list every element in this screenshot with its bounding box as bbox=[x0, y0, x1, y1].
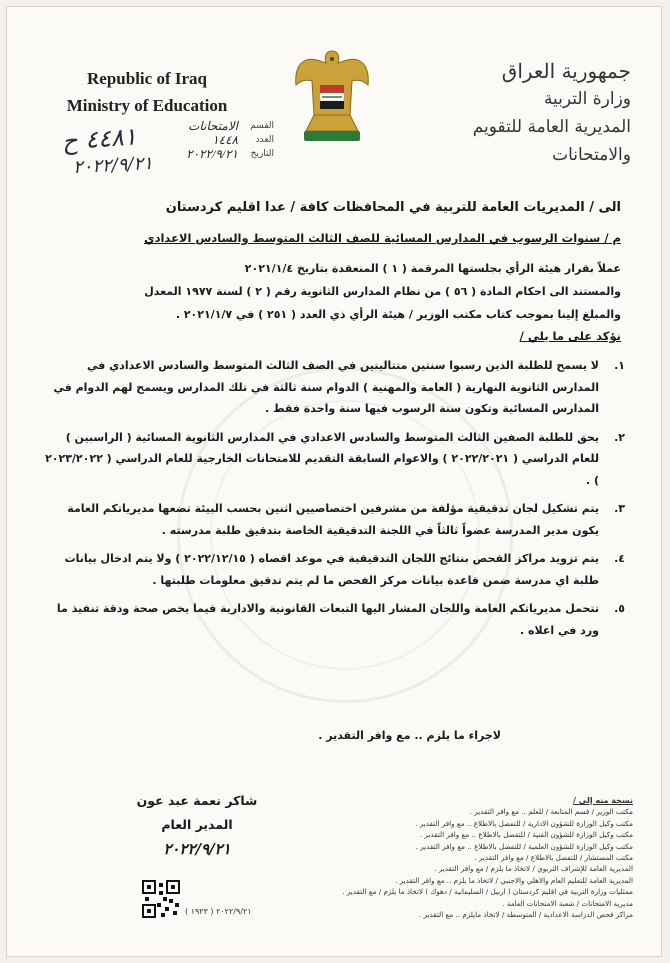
handwritten-number: ٤٤٨١ ح bbox=[61, 122, 138, 156]
intro-line: والمستند الى احكام المادة ( ٥٦ ) من نظام المدارس الثانوية رقم ( ٢ ) لسنة ١٩٧٧ المعدل bbox=[144, 285, 621, 298]
copy-line: مكتب المستشار / للتفضل بالاطلاع / مع وافر التقدير . bbox=[474, 853, 633, 863]
signatory-title: المدير العام bbox=[161, 817, 233, 832]
item-number: ٥. bbox=[614, 602, 625, 615]
items-list bbox=[45, 355, 625, 648]
item-number: ٤. bbox=[614, 552, 625, 565]
header-ar-directorate: المديرية العامة للتقويم والامتحانات bbox=[472, 117, 631, 165]
header-english bbox=[47, 65, 247, 119]
header-ar-country: جمهورية العراق bbox=[501, 59, 631, 83]
item-text: يتم تزويد مراكز الفحص بنتائج اللجان التدقيقية في موعد اقصاه ( ٢٠٢٢/١٢/١٥ ) ولا يتم ادخال بيانات طلبة اي مدرسة ضمن قاعدة بيانات مركز الفحص ما لم يتم تدقيق معلومات طلبتها . bbox=[64, 552, 599, 587]
item-number: ١. bbox=[614, 359, 625, 372]
subject-line: م / سنوات الرسوب في المدارس المسائية للصف الثالث المتوسط والسادس الاعدادي bbox=[144, 231, 621, 245]
copy-line: المديرية العامة للتعليم العام والاهلي والاجنبي / لاتخاذ ما يلزم .. مع وافر التقدير . bbox=[395, 875, 633, 885]
copy-line: مكتب وكيل الوزارة للشؤون الادارية / للتفضل بالاطلاع .. مع وافر التقدير . bbox=[415, 818, 633, 828]
ref-date-value: ٢٠٢٢/٩/٢١ bbox=[186, 146, 238, 161]
signatory-name: شاكر نعمة عبد عون bbox=[136, 793, 258, 808]
iraq-eagle-emblem-icon bbox=[292, 45, 372, 155]
copies-list bbox=[273, 795, 633, 920]
header-en-country: Republic of Iraq bbox=[87, 69, 207, 88]
closing-line: لاجراء ما يلزم .. مع وافر التقدير . bbox=[318, 729, 501, 742]
header-en-ministry: Ministry of Education bbox=[66, 96, 228, 115]
item-text: تتحمل مديرياتكم العامة واللجان المشار اليها التبعات القانونية والادارية فيما يخص صحة ودقة تنفيذ ما ورد في اعلاه . bbox=[56, 602, 599, 637]
list-item bbox=[45, 355, 625, 420]
copy-line: مكتب وكيل الوزارة للشؤون العلمية / للتفضل بالاطلاع .. مع وافر التقدير . bbox=[415, 841, 633, 851]
document-reference: ( ١٩٢٣ ) ٢٠٢٢/٩/٢١ bbox=[185, 907, 252, 916]
copy-line: المديرية العامة للإشراف التربوي / لاتخاذ ما يلزم / مع وافر التقدير . bbox=[434, 864, 633, 874]
qr-code-icon bbox=[141, 879, 181, 919]
confirm-heading: نؤكد على ما يلي / bbox=[519, 329, 621, 343]
ref-date bbox=[99, 147, 274, 161]
item-text: يحق للطلبة الصفين الثالث المتوسط والسادس الاعدادي في المدارس الثانوية المسائية ( الراسبين ) للعام الدراسي ( ٢٠٢٢/٢٠٢١ ) والاعوام السابقة التقديم للامتحانات الخارجية للعام الدراسي ( ٢٠٢٣/٢٠٢٢ ) . bbox=[45, 430, 599, 487]
item-number: ٢. bbox=[614, 430, 625, 444]
ref-department-value: الامتحانات bbox=[188, 118, 238, 133]
ref-department-label: القسم bbox=[250, 121, 274, 131]
recipient-line: الى / المديريات العامة للتربية في المحافظات كافة / عدا اقليم كردستان bbox=[165, 200, 621, 215]
ref-date-label: التاريخ bbox=[250, 149, 274, 159]
document-page bbox=[6, 6, 662, 957]
copy-line: مديرية الامتحانات / شعبة الامتحانات العامة . bbox=[502, 898, 633, 908]
signature-block bbox=[107, 789, 287, 861]
ref-department bbox=[99, 119, 274, 133]
item-text: لا يسمح للطلبة الذين رسبوا سنتين متتاليتين في الصف الثالث المتوسط والسادس الاعدادي في المدارس الثانوية النهارية ( العامة والمهنية ) الدوام سنة ثالثة في تلك المدارس ويسمح لهم الدوام في المدارس المسائية وتكون سنة الرسوب فيها سنة واحدة فقط . bbox=[53, 359, 599, 415]
signature-date: ٢٠٢٢/٩/٢١ bbox=[163, 840, 231, 858]
intro-paragraph bbox=[61, 257, 621, 326]
copy-line: مراكز فحص الدراسة الاعدادية / المتوسطة / لاتخاذ مايلزم .. مع التقدير . bbox=[418, 910, 633, 920]
ref-number-value: ١٤٤٨ bbox=[212, 132, 238, 147]
list-item bbox=[45, 427, 625, 492]
header-ar-ministry: وزارة التربية bbox=[543, 89, 631, 109]
list-item bbox=[45, 598, 625, 641]
copy-line: مكتب وكيل الوزارة للشؤون الفنية / للتفضل بالاطلاع .. مع وافر التقدير . bbox=[419, 830, 633, 840]
list-item bbox=[45, 548, 625, 591]
copies-title: نسخة منه إلى / bbox=[573, 796, 633, 805]
list-item bbox=[45, 498, 625, 541]
intro-line: عملاً بقرار هيئة الرأي بجلستها المرقمة ( ١ ) المنعقدة بتاريخ ٢٠٢١/١/٤ bbox=[244, 262, 621, 275]
reference-block bbox=[99, 119, 274, 161]
copy-line: مكتب الوزير / قسم المتابعة / للعلم .. مع وافر التقدير . bbox=[469, 807, 633, 817]
ref-number-label: العدد bbox=[255, 135, 274, 145]
intro-line: والمبلغ إلينا بموجب كتاب مكتب الوزير / هيئة الرأي ذي العدد ( ٢٥١ ) في ٢٠٢١/١/٧ . bbox=[175, 308, 621, 321]
ref-number bbox=[99, 133, 274, 147]
item-number: ٣. bbox=[614, 502, 625, 515]
copy-line: ممثليات وزارة التربية في اقليم كردستان ( اربيل / السليمانية / دهوك ) لاتخاذ ما يلزم / مع التقدير . bbox=[342, 887, 633, 897]
header-arabic bbox=[401, 57, 631, 169]
handwritten-date: ٢٠٢٢/٩/٢١ bbox=[72, 152, 154, 179]
item-text: يتم تشكيل لجان تدقيقية مؤلفة من مشرفين اختصاصيين اثنين بحسب البيئة تضعها مديرياتكم العامة يكون مدير المدرسة عضواً ثالثاً في اللجنة التدقيقية الخاصة بتدقيق طلبة مدرسته . bbox=[67, 502, 599, 537]
